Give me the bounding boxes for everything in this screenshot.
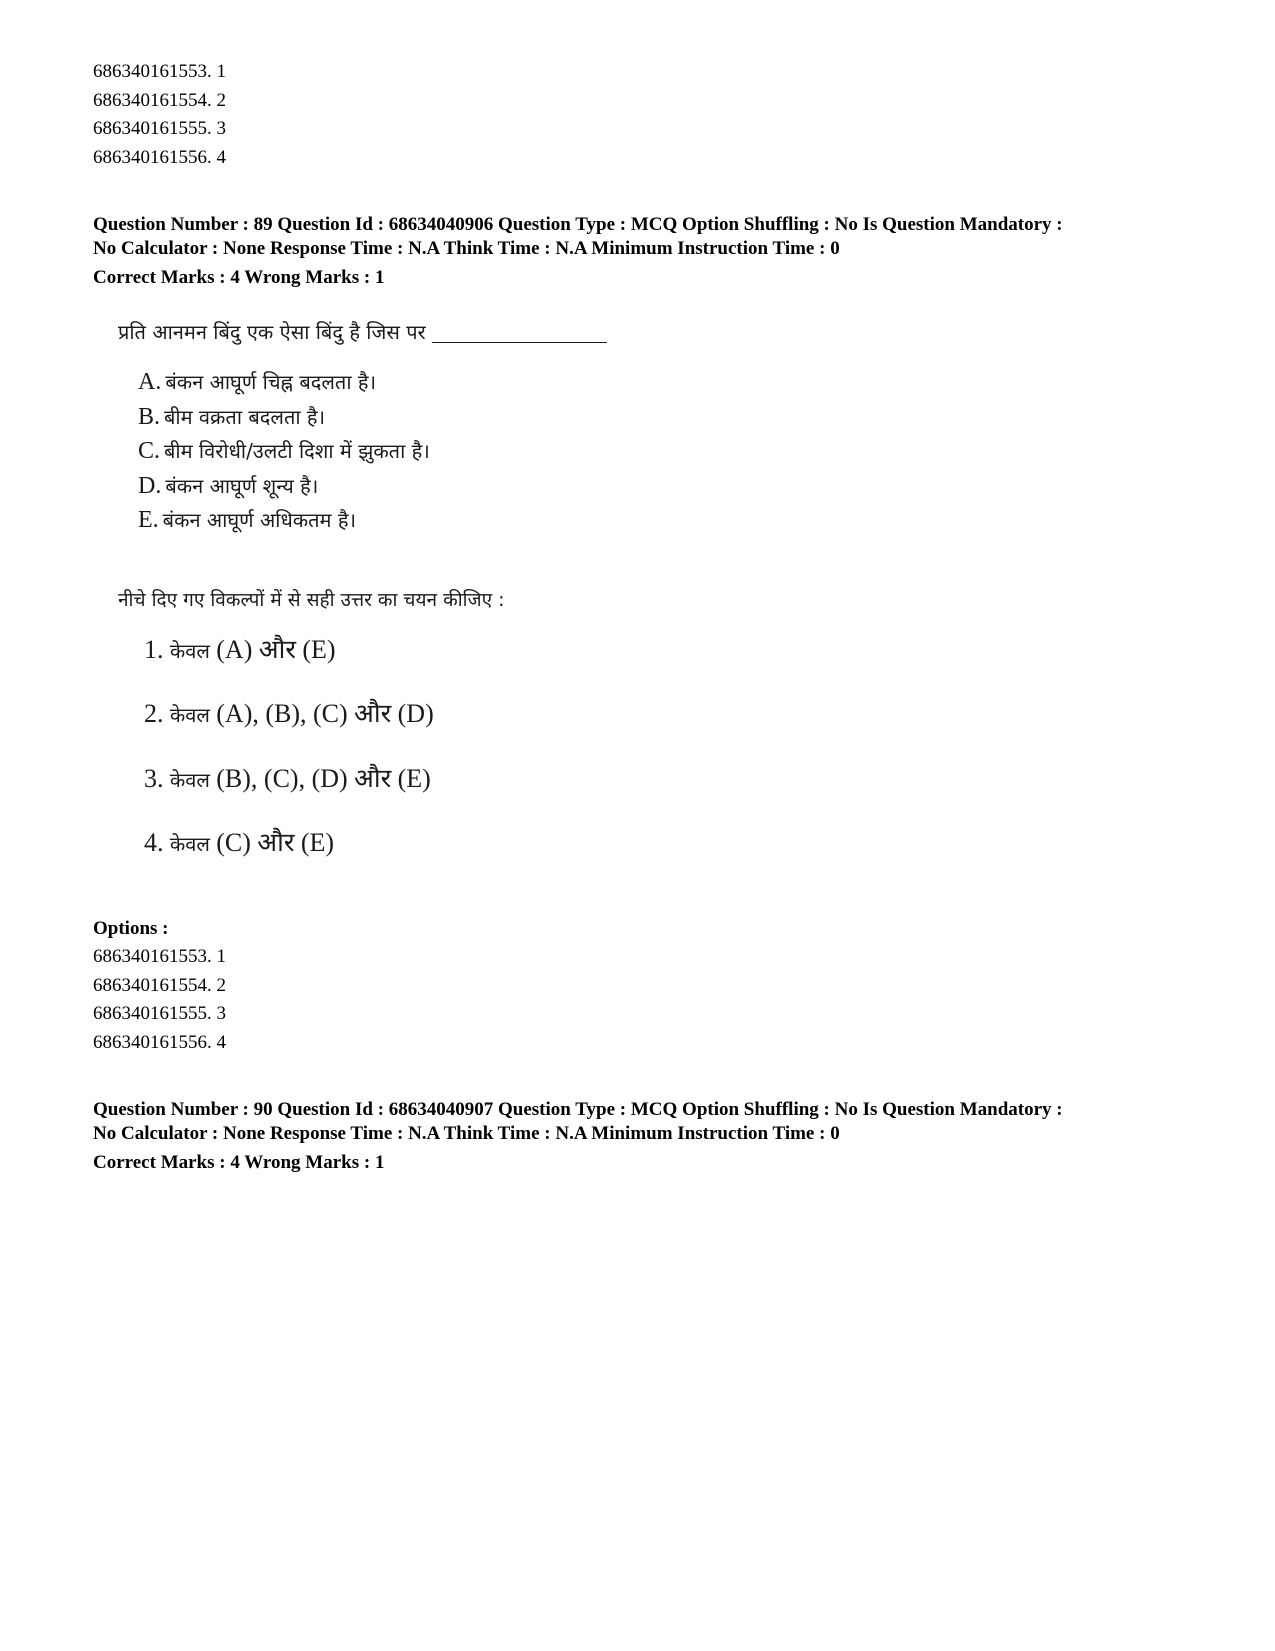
question-89-options-list [93,943,226,1058]
option-item: 686340161554. 2 [93,89,226,111]
statement-d: D. बंकन आघूर्ण शून्य है। [138,473,319,499]
statement-e: E. बंकन आघूर्ण अधिकतम है। [138,507,357,533]
option-item: 686340161553. 1 [93,946,226,967]
answer-choice-3: 3. केवल (B), (C), (D) और (E) [144,764,431,794]
question-meta-line-1: Question Number : 89 Question Id : 68634040906 Question Type : MCQ Option Shuffling : No Is Question Mandatory : [93,214,1063,235]
option-item: 686340161554. 2 [93,974,226,996]
statement-a: A. बंकन आघूर्ण चिह्न बदलता है। [138,369,377,395]
option-item: 686340161556. 4 [93,1032,226,1054]
question-90-header [93,1098,1213,1145]
option-item: 686340161555. 3 [93,118,226,140]
answer-choice-1: 1. केवल (A) और (E) [144,635,336,665]
question-meta-line-2: No Calculator : None Response Time : N.A Think Time : N.A Minimum Instruction Time : 0 [93,1122,840,1144]
question-instruction: नीचे दिए गए विकल्पों में से सही उत्तर का चयन कीजिए : [118,589,505,611]
previous-options-list [93,58,226,173]
question-meta-line-2: No Calculator : None Response Time : N.A Think Time : N.A Minimum Instruction Time : 0 [93,237,840,259]
question-stem [118,318,607,345]
statement-b: B. बीम वक्रता बदलता है। [138,404,326,430]
option-item: 686340161555. 3 [93,1003,226,1025]
answer-choice-2: 2. केवल (A), (B), (C) और (D) [144,699,434,729]
question-89-header [93,213,1213,260]
question-stem-text: प्रति आनमन बिंदु एक ऐसा बिंदु है जिस पर [118,320,426,344]
option-item: 686340161553. 1 [93,61,226,82]
options-label: Options : [93,918,169,939]
option-item: 686340161556. 4 [93,147,226,169]
question-90-marks: Correct Marks : 4 Wrong Marks : 1 [93,1152,385,1173]
statement-c: C. बीम विरोधी/उलटी दिशा में झुकता है। [138,438,430,464]
answer-blank [432,342,607,343]
question-89-body [118,318,678,898]
question-meta-line-1: Question Number : 90 Question Id : 68634040907 Question Type : MCQ Option Shuffling : No Is Question Mandatory : [93,1099,1063,1120]
question-89-marks: Correct Marks : 4 Wrong Marks : 1 [93,267,385,288]
answer-choice-4: 4. केवल (C) और (E) [144,828,335,858]
